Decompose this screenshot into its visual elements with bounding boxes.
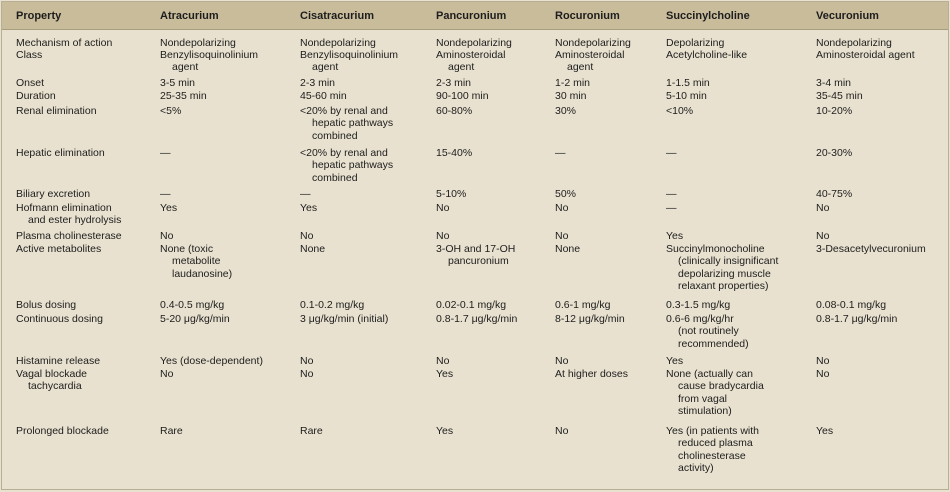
cell-text-line: 40-75% [816, 188, 853, 200]
cell-rocuronium [555, 49, 624, 74]
cell-text-line: Biliary excretion [16, 188, 91, 200]
cell-cisatracurium [300, 202, 317, 214]
cell-text-line: No [300, 230, 314, 242]
cell-text-line: None (toxic [160, 243, 214, 255]
cell-pancuronium [436, 49, 505, 74]
cell-cisatracurium [300, 77, 335, 89]
cell-rocuronium [555, 90, 587, 102]
cell-rocuronium [555, 202, 568, 214]
header-rocuronium: Rocuronium [555, 10, 620, 22]
cell-text-line: Yes [300, 202, 318, 214]
cell-property [16, 355, 100, 367]
cell-succinylcholine [666, 147, 677, 159]
cell-vecuronium [816, 313, 897, 325]
cell-text-line: 3-4 min [816, 77, 852, 89]
cell-text-line: — [666, 147, 677, 159]
cell-text-line: <20% by renal and [300, 147, 388, 159]
cell-succinylcholine [666, 243, 778, 293]
cell-atracurium [160, 368, 173, 380]
cell-text-line: Active metabolites [16, 243, 102, 255]
cell-pancuronium [436, 77, 471, 89]
cell-rocuronium [555, 425, 568, 437]
cell-text-line: — [666, 188, 677, 200]
cell-text-line: Nondepolarizing [436, 37, 512, 49]
cell-pancuronium [436, 243, 515, 268]
cell-vecuronium [816, 37, 892, 49]
cell-text-line: cause bradycardia [678, 380, 764, 393]
cell-text-line: 35-45 min [816, 90, 863, 102]
cell-text-line: Nondepolarizing [300, 37, 376, 49]
cell-cisatracurium [300, 243, 325, 255]
cell-vecuronium [816, 90, 863, 102]
cell-text-line: Acetylcholine-like [666, 49, 748, 61]
cell-text-line: Yes [436, 425, 454, 437]
cell-property [16, 37, 112, 49]
cell-cisatracurium [300, 188, 311, 200]
cell-text-line: agent [448, 61, 475, 74]
cell-rocuronium [555, 77, 590, 89]
cell-text-line: — [666, 202, 677, 214]
cell-property [16, 49, 42, 61]
cell-text-line: Yes [666, 355, 684, 367]
cell-text-line: and ester hydrolysis [28, 214, 122, 227]
cell-rocuronium [555, 188, 576, 200]
cell-text-line: 5-10 min [666, 90, 707, 102]
cell-text-line: reduced plasma [678, 437, 753, 450]
cell-cisatracurium [300, 313, 388, 325]
cell-atracurium [160, 90, 207, 102]
cell-text-line: 60-80% [436, 105, 473, 117]
cell-text-line: 30 min [555, 90, 587, 102]
cell-property [16, 313, 103, 325]
cell-atracurium [160, 313, 230, 325]
cell-text-line: 3 μg/kg/min (initial) [300, 313, 389, 325]
cell-atracurium [160, 355, 263, 367]
cell-text-line: hepatic pathways [312, 117, 394, 130]
cell-vecuronium [816, 49, 915, 61]
cell-text-line: (not routinely [678, 325, 739, 338]
cell-text-line: No [816, 230, 830, 242]
cell-vecuronium [816, 188, 852, 200]
cell-pancuronium [436, 425, 453, 437]
cell-rocuronium [555, 105, 576, 117]
cell-rocuronium [555, 230, 568, 242]
cell-vecuronium [816, 105, 852, 117]
cell-text-line: No [300, 355, 314, 367]
cell-text-line: Yes [816, 425, 834, 437]
cell-pancuronium [436, 147, 472, 159]
cell-rocuronium [555, 299, 610, 311]
cell-cisatracurium [300, 49, 398, 74]
cell-succinylcholine [666, 202, 677, 214]
cell-property [16, 425, 109, 437]
cell-text-line: 2-3 min [300, 77, 336, 89]
cell-text-line: 0.3-1.5 mg/kg [666, 299, 731, 311]
cell-vecuronium [816, 230, 829, 242]
cell-vecuronium [816, 243, 926, 255]
cell-text-line: 15-40% [436, 147, 473, 159]
cell-text-line: None (actually can [666, 368, 753, 380]
cell-cisatracurium [300, 355, 313, 367]
cell-atracurium [160, 202, 177, 214]
cell-cisatracurium [300, 147, 393, 184]
cell-text-line: 0.08-0.1 mg/kg [816, 299, 887, 311]
cell-cisatracurium [300, 299, 364, 311]
cell-text-line: No [555, 425, 569, 437]
cell-text-line: At higher doses [555, 368, 628, 380]
cell-atracurium [160, 105, 181, 117]
cell-text-line: agent [567, 61, 594, 74]
cell-text-line: Rare [160, 425, 183, 437]
cell-text-line: Depolarizing [666, 37, 725, 49]
cell-text-line: No [436, 202, 450, 214]
cell-atracurium [160, 37, 236, 49]
cell-text-line: No [436, 355, 450, 367]
cell-succinylcholine [666, 49, 747, 61]
cell-text-line: <10% [666, 105, 694, 117]
cell-succinylcholine [666, 368, 764, 418]
cell-rocuronium [555, 355, 568, 367]
cell-pancuronium [436, 105, 472, 117]
cell-text-line: combined [312, 171, 358, 184]
cell-pancuronium [436, 90, 489, 102]
cell-text-line: Onset [16, 77, 45, 89]
cell-text-line: 0.8-1.7 μg/kg/min [816, 313, 898, 325]
cell-text-line: 0.1-0.2 mg/kg [300, 299, 365, 311]
cell-text-line: 0.6-1 mg/kg [555, 299, 611, 311]
cell-text-line: 45-60 min [300, 90, 347, 102]
cell-cisatracurium [300, 368, 313, 380]
header-atracurium: Atracurium [160, 10, 219, 22]
cell-pancuronium [436, 299, 506, 311]
cell-atracurium [160, 299, 224, 311]
cell-text-line: recommended) [678, 337, 749, 350]
cell-text-line: Histamine release [16, 355, 101, 367]
cell-text-line: (clinically insignificant [678, 255, 779, 268]
cell-text-line: agent [312, 61, 339, 74]
cell-property [16, 188, 90, 200]
cell-vecuronium [816, 355, 829, 367]
cell-text-line: 3-5 min [160, 77, 196, 89]
cell-succinylcholine [666, 355, 683, 367]
cell-text-line: Rare [300, 425, 323, 437]
cell-text-line: No [436, 230, 450, 242]
cell-text-line: Vagal blockade [16, 368, 88, 380]
cell-text-line: Yes [436, 368, 454, 380]
cell-cisatracurium [300, 37, 376, 49]
cell-atracurium [160, 230, 173, 242]
cell-text-line: 0.6-6 mg/kg/hr [666, 313, 734, 325]
cell-text-line: combined [312, 129, 358, 142]
cell-text-line: Hepatic elimination [16, 147, 105, 159]
cell-cisatracurium [300, 425, 323, 437]
cell-text-line: Prolonged blockade [16, 425, 109, 437]
cell-vecuronium [816, 77, 851, 89]
cell-text-line: 0.4-0.5 mg/kg [160, 299, 225, 311]
cell-vecuronium [816, 368, 829, 380]
cell-text-line: activity) [678, 462, 714, 475]
cell-text-line: Continuous dosing [16, 313, 103, 325]
cell-text-line: 8-12 μg/kg/min [555, 313, 625, 325]
cell-vecuronium [816, 147, 852, 159]
cell-text-line: Yes [666, 230, 684, 242]
cell-atracurium [160, 243, 232, 280]
cell-text-line: None [300, 243, 326, 255]
cell-pancuronium [436, 368, 453, 380]
cell-text-line: Aminosteroidal [555, 49, 625, 61]
cell-text-line: Duration [16, 90, 56, 102]
cell-text-line: 90-100 min [436, 90, 489, 102]
cell-text-line: None [555, 243, 581, 255]
cell-text-line: from vagal [678, 392, 728, 405]
cell-atracurium [160, 77, 195, 89]
cell-text-line: 50% [555, 188, 577, 200]
cell-rocuronium [555, 368, 628, 380]
cell-property [16, 299, 76, 311]
cell-text-line: depolarizing muscle [678, 267, 771, 280]
cell-text-line: 3-Desacetylvecuronium [816, 243, 926, 255]
cell-succinylcholine [666, 37, 724, 49]
cell-text-line: No [816, 368, 830, 380]
cell-text-line: 2-3 min [436, 77, 472, 89]
cell-rocuronium [555, 313, 625, 325]
cell-text-line: hepatic pathways [312, 159, 394, 172]
cell-succinylcholine [666, 425, 759, 475]
header-vecuronium: Vecuronium [816, 10, 879, 22]
cell-vecuronium [816, 299, 886, 311]
cell-text-line: No [555, 230, 569, 242]
cell-text-line: laudanosine) [172, 267, 233, 280]
cell-property [16, 77, 44, 89]
cell-text-line: 1-2 min [555, 77, 591, 89]
cell-text-line: Aminosteroidal [436, 49, 506, 61]
cell-pancuronium [436, 188, 466, 200]
cell-text-line: — [300, 188, 311, 200]
cell-rocuronium [555, 37, 631, 49]
cell-pancuronium [436, 313, 517, 325]
cell-text-line: Yes (dose-dependent) [160, 355, 263, 367]
header-cisatracurium: Cisatracurium [300, 10, 374, 22]
cell-text-line: No [816, 355, 830, 367]
cell-vecuronium [816, 425, 833, 437]
cell-text-line: No [816, 202, 830, 214]
cell-text-line: Yes (in patients with [666, 425, 759, 437]
cell-text-line: Aminosteroidal agent [816, 49, 915, 61]
cell-text-line: Succinylmonocholine [666, 243, 765, 255]
cell-text-line: — [160, 147, 171, 159]
cell-text-line: <20% by renal and [300, 105, 388, 117]
cell-atracurium [160, 147, 171, 159]
cell-text-line: pancuronium [448, 255, 509, 268]
cell-text-line: relaxant properties) [678, 280, 769, 293]
cell-property [16, 230, 122, 242]
cell-text-line: No [160, 368, 174, 380]
cell-cisatracurium [300, 105, 393, 142]
cell-pancuronium [436, 202, 449, 214]
cell-succinylcholine [666, 188, 677, 200]
cell-text-line: 30% [555, 105, 577, 117]
cell-text-line: 0.8-1.7 μg/kg/min [436, 313, 518, 325]
cell-text-line: tachycardia [28, 380, 82, 393]
cell-text-line: Nondepolarizing [555, 37, 631, 49]
cell-succinylcholine [666, 299, 730, 311]
header-pancuronium: Pancuronium [436, 10, 507, 22]
cell-atracurium [160, 188, 171, 200]
cell-rocuronium [555, 243, 580, 255]
cell-text-line: cholinesterase [678, 449, 746, 462]
drug-comparison-table [1, 1, 949, 490]
cell-atracurium [160, 425, 183, 437]
cell-text-line: Bolus dosing [16, 299, 77, 311]
cell-cisatracurium [300, 230, 313, 242]
cell-text-line: metabolite [172, 255, 221, 268]
cell-succinylcholine [666, 77, 710, 89]
cell-text-line: No [555, 355, 569, 367]
cell-succinylcholine [666, 230, 683, 242]
cell-succinylcholine [666, 105, 693, 117]
cell-atracurium [160, 49, 258, 74]
header-property: Property [16, 10, 62, 22]
cell-text-line: Class [16, 49, 43, 61]
cell-property [16, 105, 97, 117]
cell-vecuronium [816, 202, 829, 214]
cell-text-line: — [555, 147, 566, 159]
cell-pancuronium [436, 37, 512, 49]
cell-text-line: Nondepolarizing [816, 37, 892, 49]
cell-cisatracurium [300, 90, 347, 102]
cell-succinylcholine [666, 313, 749, 350]
cell-text-line: stimulation) [678, 405, 732, 418]
cell-property [16, 90, 56, 102]
cell-text-line: 0.02-0.1 mg/kg [436, 299, 507, 311]
cell-text-line: Nondepolarizing [160, 37, 236, 49]
cell-pancuronium [436, 355, 449, 367]
cell-text-line: 3-OH and 17-OH [436, 243, 516, 255]
cell-text-line: 5-20 μg/kg/min [160, 313, 230, 325]
cell-text-line: Benzylisoquinolinium [160, 49, 259, 61]
cell-property [16, 368, 87, 393]
cell-pancuronium [436, 230, 449, 242]
cell-text-line: — [160, 188, 171, 200]
cell-text-line: Renal elimination [16, 105, 97, 117]
cell-text-line: Yes [160, 202, 178, 214]
cell-succinylcholine [666, 90, 707, 102]
cell-text-line: Hofmann elimination [16, 202, 112, 214]
header-succinylcholine: Succinylcholine [666, 10, 750, 22]
cell-property [16, 202, 121, 227]
cell-rocuronium [555, 147, 566, 159]
cell-property [16, 243, 101, 255]
cell-text-line: No [555, 202, 569, 214]
cell-text-line: <5% [160, 105, 182, 117]
cell-text-line: agent [172, 61, 199, 74]
cell-text-line: 5-10% [436, 188, 467, 200]
cell-text-line: 10-20% [816, 105, 853, 117]
cell-text-line: Plasma cholinesterase [16, 230, 122, 242]
cell-text-line: 1-1.5 min [666, 77, 710, 89]
cell-text-line: Benzylisoquinolinium [300, 49, 399, 61]
cell-property [16, 147, 105, 159]
cell-text-line: Mechanism of action [16, 37, 113, 49]
cell-text-line: No [300, 368, 314, 380]
cell-text-line: No [160, 230, 174, 242]
cell-text-line: 20-30% [816, 147, 853, 159]
cell-text-line: 25-35 min [160, 90, 207, 102]
